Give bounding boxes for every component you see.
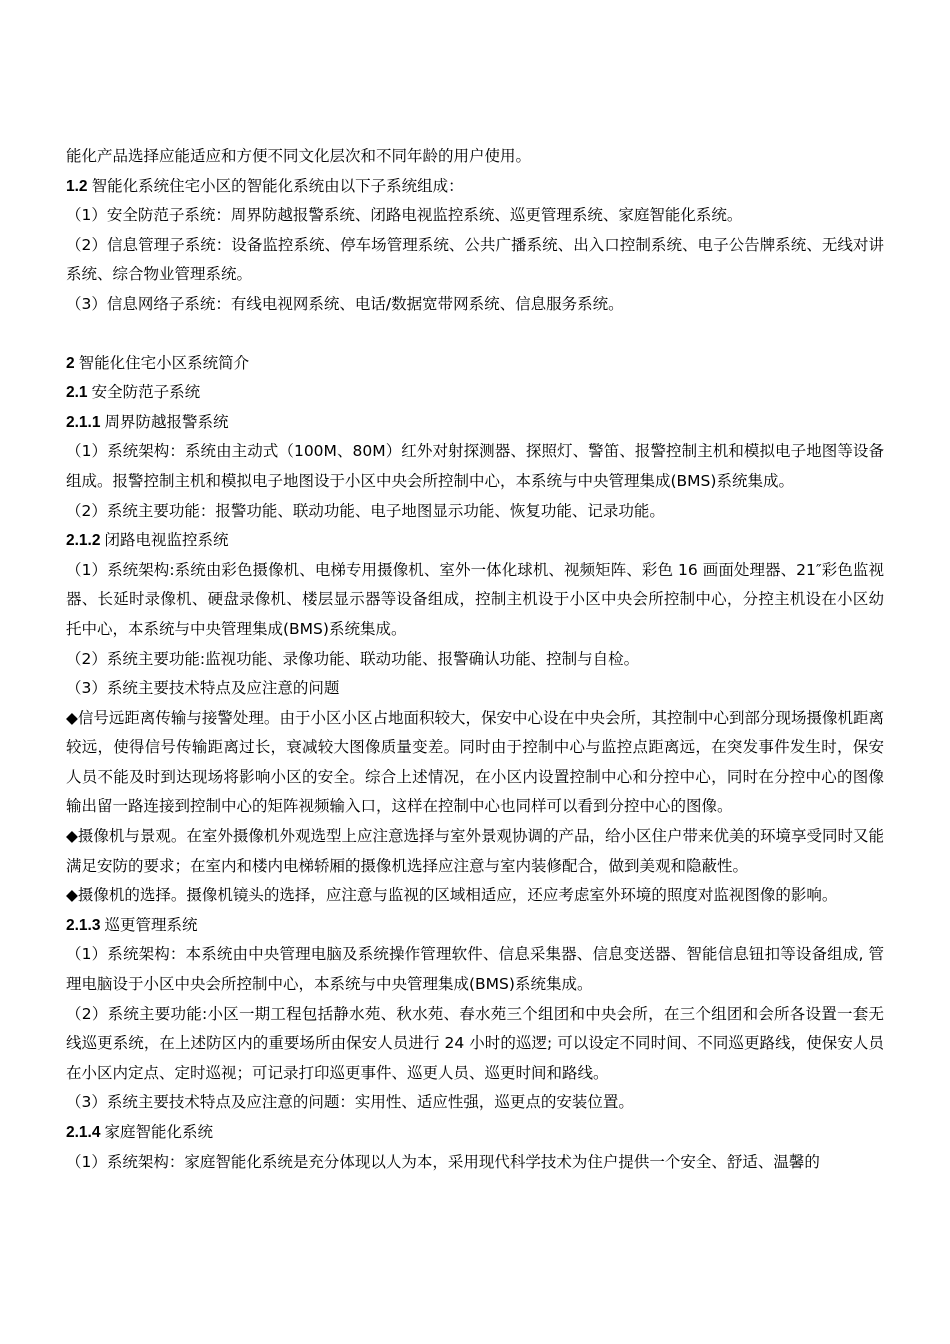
section-number: 2 (66, 354, 75, 372)
section-number: 1.2 (66, 177, 88, 195)
section-heading (66, 378, 884, 408)
paragraph: ◆信号远距离传输与接警处理。由于小区小区占地面积较大，保安中心设在中央会所，其控制中心到部分现场摄像机距离较远，使得信号传输距离过长，衰减较大图像质量变差。同时由于控制中心与监控点距离远，在突发事件发生时，保安人员不能及时到达现场将影响小区的安全。综合上述情况，在小区内设置控制中心和分控中心，同时在分控中心的图像输出留一路连接到控制中心的矩阵视频输入口，这样在控制中心也同样可以看到分控中心的图像。 (66, 708, 884, 816)
section-number: 2.1.3 (66, 916, 101, 934)
section-gap (66, 320, 884, 349)
section-title: 智能化住宅小区系统简介 (78, 353, 250, 372)
paragraph: （3）系统主要技术特点及应注意的问题：实用性、适应性强，巡更点的安装位置。 (66, 1093, 634, 1112)
section-title: 闭路电视监控系统 (104, 531, 229, 550)
section-heading (66, 172, 884, 202)
section-number: 2.1 (66, 384, 88, 402)
section-heading (66, 1118, 884, 1148)
paragraph: （2）系统主要功能:小区一期工程包括静水苑、秋水苑、春水苑三个组团和中央会所，在三个组团和会所各设置一套无线巡更系统，在上述防区内的重要场所由保安人员进行 24 小时的巡逻; 可以设定不同时间、不同巡更路线，使保安人员在小区内定点、定时巡视；可记录打印巡更事件、巡更人员、巡更时间和路线。 (66, 1004, 884, 1082)
section-heading (66, 911, 884, 941)
section-heading (66, 526, 884, 556)
paragraph: （1）系统架构：本系统由中央管理电脑及系统操作管理软件、信息采集器、信息变送器、智能信息钮扣等设备组成, 管理电脑设于小区中央会所控制中心，本系统与中央管理集成(BMS)系统集成。 (66, 945, 884, 994)
paragraph: ◆摄像机与景观。在室外摄像机外观选型上应注意选择与室外景观协调的产品，给小区住户带来优美的环境享受同时又能满足安防的要求；在室内和楼内电梯轿厢的摄像机选择应注意与室内装修配合，做到美观和隐蔽性。 (66, 827, 884, 875)
section-heading (66, 349, 884, 379)
paragraph: （3）系统主要技术特点及应注意的问题 (66, 679, 340, 698)
section-number: 2.1.2 (66, 532, 101, 550)
paragraph: （2）系统主要功能:监视功能、录像功能、联动功能、报警确认功能、控制与自检。 (66, 649, 640, 668)
section-number: 2.1.4 (66, 1124, 101, 1141)
paragraph: （1）系统架构：系统由主动式（100M、80M）红外对射探测器、探照灯、警笛、报警控制主机和模拟电子地图等设备组成。报警控制主机和模拟电子地图设于小区中央会所控制中心，本系统与中央管理集成(BMS)系统集成。 (66, 442, 884, 490)
section-heading (66, 408, 884, 438)
section-title: 智能化系统住宅小区的智能化系统由以下子系统组成： (91, 176, 464, 195)
section-title: 周界防越报警系统 (104, 412, 229, 431)
section-title: 家庭智能化系统 (104, 1123, 213, 1141)
paragraph: （2）系统主要功能：报警功能、联动功能、电子地图显示功能、恢复功能、记录功能。 (66, 501, 665, 520)
paragraph: （1）系统架构:系统由彩色摄像机、电梯专用摄像机、室外一体化球机、视频矩阵、彩色 16 画面处理器、21″彩色监视器、长延时录像机、硬盘录像机、楼层显示器等设备组成，控制主机设于小区中央会所控制中心，分控主机设在小区幼托中心，本系统与中央管理集成(BMS)系统集成。 (66, 560, 884, 638)
document-body (66, 142, 884, 1177)
section-title: 安全防范子系统 (91, 383, 201, 402)
paragraph: ◆摄像机的选择。摄像机镜头的选择，应注意与监视的区域相适应，还应考虑室外环境的照度对监视图像的影响。 (66, 886, 838, 905)
paragraph: （2）信息管理子系统：设备监控系统、停车场管理系统、公共广播系统、出入口控制系统、电子公告牌系统、无线对讲系统、综合物业管理系统。 (66, 235, 884, 284)
paragraph: （1）安全防范子系统：周界防越报警系统、闭路电视监控系统、巡更管理系统、家庭智能化系统。 (66, 206, 743, 225)
paragraph: （3）信息网络子系统：有线电视网系统、电话/数据宽带网系统、信息服务系统。 (66, 294, 624, 313)
section-title: 巡更管理系统 (104, 915, 198, 934)
paragraph: 能化产品选择应能适应和方便不同文化层次和不同年龄的用户使用。 (66, 147, 532, 165)
section-number: 2.1.1 (66, 413, 101, 431)
paragraph: （1）系统架构：家庭智能化系统是充分体现以人为本，采用现代科学技术为住户提供一个安全、舒适、温馨的 (66, 1152, 820, 1171)
